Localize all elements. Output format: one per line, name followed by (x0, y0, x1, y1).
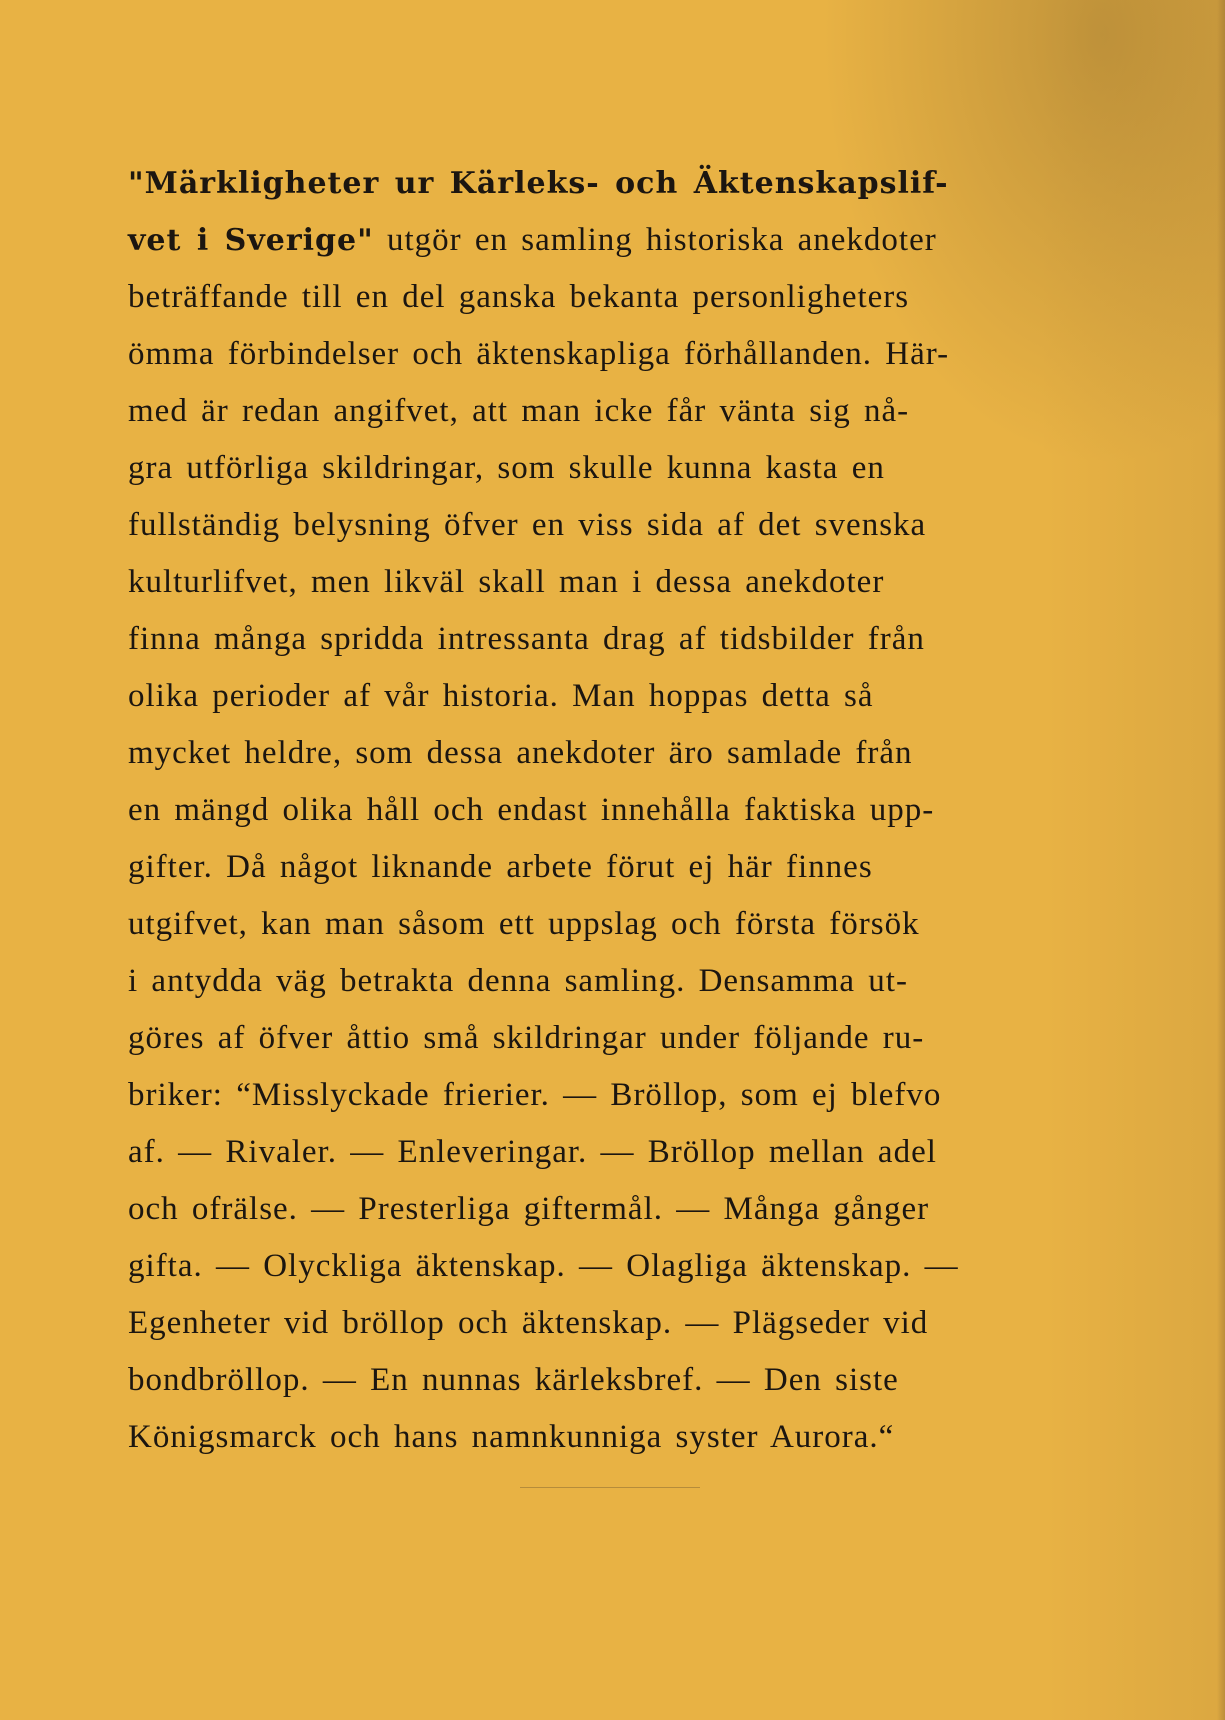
text-line-15 (128, 953, 1066, 1010)
line-text: gifta. — Olyckliga äktenskap. — Olagliga äktenskap. — (128, 1248, 959, 1284)
text-line-8 (128, 554, 1066, 611)
text-line-12 (128, 782, 1066, 839)
line-text: finna många spridda intressanta drag af tidsbilder från (128, 621, 925, 657)
line-text: bondbröllop. — En nunnas kärleksbref. — Den siste (128, 1362, 899, 1398)
text-line-6 (128, 440, 1066, 497)
text-line-1 (128, 155, 1066, 212)
line-text: utgör en samling historiska anekdoter (373, 222, 937, 258)
text-line-4 (128, 326, 1066, 383)
text-line-2 (128, 212, 1066, 269)
text-line-9 (128, 611, 1066, 668)
line-text: med är redan angifvet, att man icke får vänta sig nå- (128, 393, 910, 429)
text-line-10 (128, 668, 1066, 725)
text-line-7 (128, 497, 1066, 554)
line-text: Egenheter vid bröllop och äktenskap. — Plägseder vid (128, 1305, 929, 1341)
line-text: af. — Rivaler. — Enleveringar. — Bröllop mellan adel (128, 1134, 937, 1170)
text-line-17 (128, 1067, 1066, 1124)
page-edge-shadow (1217, 0, 1225, 1720)
text-line-18 (128, 1124, 1066, 1181)
text-line-3 (128, 269, 1066, 326)
title-text: "Märkligheter ur Kärleks- och Äktenskapslif- (128, 166, 949, 201)
line-text: beträffande till en del ganska bekanta personligheters (128, 279, 910, 315)
line-text: utgifvet, kan man såsom ett uppslag och första försök (128, 906, 920, 942)
line-text: gifter. Då något liknande arbete förut ej här finnes (128, 849, 873, 885)
title-text-continued: vet i Sverige" (128, 223, 374, 258)
separator-rule (520, 1487, 700, 1488)
line-text: briker: “Misslyckade frierier. — Bröllop, som ej blefvo (128, 1077, 942, 1113)
text-line-19 (128, 1181, 1066, 1238)
line-text: Königsmarck och hans namnkunniga syster Aurora.“ (128, 1419, 895, 1455)
text-line-14 (128, 896, 1066, 953)
paragraph (128, 155, 1066, 1466)
text-line-23 (128, 1409, 1066, 1466)
line-text: och ofrälse. — Presterliga giftermål. — Många gånger (128, 1191, 930, 1227)
line-text: i antydda väg betrakta denna samling. Densamma ut- (128, 963, 908, 999)
line-text: göres af öfver åttio små skildringar under följande ru- (128, 1020, 925, 1056)
line-text: ömma förbindelser och äktenskapliga förhållanden. Här- (128, 336, 950, 372)
line-text: mycket heldre, som dessa anekdoter äro samlade från (128, 735, 913, 771)
line-text: fullständig belysning öfver en viss sida af det svenska (128, 507, 927, 543)
text-line-22 (128, 1352, 1066, 1409)
text-line-21 (128, 1295, 1066, 1352)
text-line-5 (128, 383, 1066, 440)
line-text: olika perioder af vår historia. Man hoppas detta så (128, 678, 874, 714)
line-text: kulturlifvet, men likväl skall man i dessa anekdoter (128, 564, 885, 600)
text-line-20 (128, 1238, 1066, 1295)
text-line-16 (128, 1010, 1066, 1067)
text-line-11 (128, 725, 1066, 782)
line-text: en mängd olika håll och endast innehålla faktiska upp- (128, 792, 935, 828)
line-text: gra utförliga skildringar, som skulle kunna kasta en (128, 450, 885, 486)
text-line-13 (128, 839, 1066, 896)
